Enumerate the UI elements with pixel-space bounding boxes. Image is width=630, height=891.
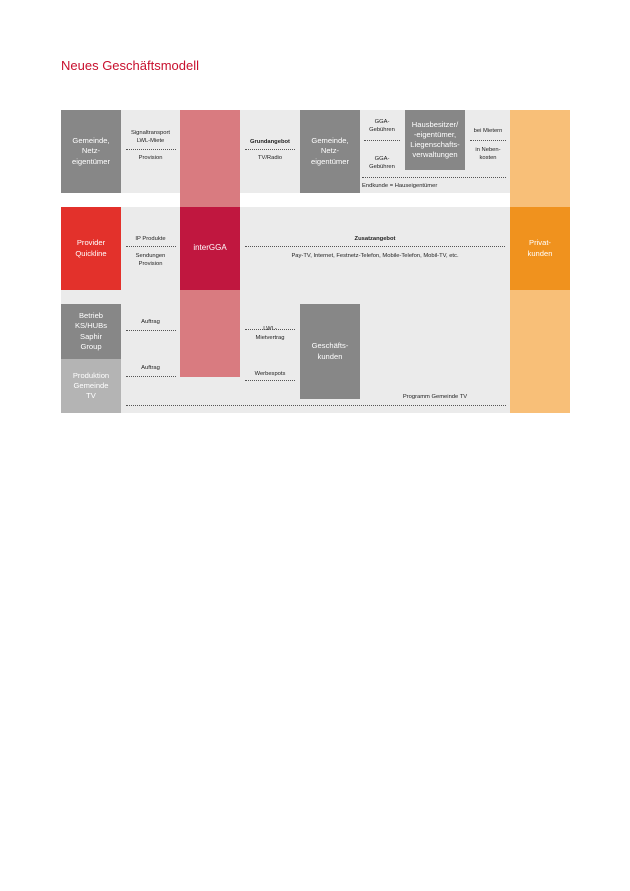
auftrag-1-label: Auftrag — [141, 319, 160, 325]
werbespots-line — [245, 380, 295, 381]
geschaeftskunden-label: Geschäfts- kunden — [311, 341, 349, 361]
produktion-label: Produktion Gemeinde TV — [72, 370, 110, 401]
sendungen-label: Sendungen Provision — [135, 253, 166, 268]
ip-produkte-line — [126, 246, 176, 247]
hausbesitzer-label: Hausbesitzer/ -eigentümer, Liegenschafts- verwaltungen — [410, 119, 460, 160]
grundangebot-label: Grundangebot — [250, 139, 290, 145]
endkunde-label: Endkunde = Hauseigentümer — [362, 183, 438, 189]
betrieb-box — [61, 304, 121, 359]
tv-radio-label: TV/Radio — [257, 155, 283, 161]
privatkunden-column-bottom — [510, 290, 570, 413]
programm-line — [126, 405, 506, 406]
grundangebot-line — [245, 149, 295, 150]
page-title: Neues Geschäftsmodell — [61, 58, 200, 73]
lwl-line — [245, 329, 295, 330]
zusatz-list-label: Pay-TV, Internet, Festnetz-Telefon, Mobile-Telefon, Mobil-TV, etc. — [291, 253, 459, 259]
auftrag-2-label: Auftrag — [141, 365, 160, 371]
privatkunden-box — [510, 207, 570, 290]
zusatzangebot-label: Zusatzangebot — [354, 236, 396, 242]
betrieb-label: Betrieb KS/HUBs Saphir Group — [74, 311, 108, 351]
gemeinde-right-label: Gemeinde, Netz- eigentümer — [311, 136, 349, 166]
mietern-line — [470, 140, 506, 141]
endkunde-line — [362, 177, 506, 178]
intergga-column-top — [180, 110, 240, 207]
row2-band — [61, 207, 570, 290]
privatkunden-column-top — [510, 110, 570, 207]
signaltransport-label: Signaltransport LWL-Miete — [131, 130, 170, 145]
provision-label: Provision — [138, 155, 163, 161]
intergga-column-bottom — [180, 290, 240, 377]
gemeinde-left-label: Gemeinde, Netz- eigentümer — [72, 136, 110, 166]
intergga-box — [180, 207, 240, 290]
auftrag-2-line — [126, 376, 176, 377]
gga-line — [364, 140, 400, 141]
intergga-label: interGGA — [193, 243, 227, 253]
gga-gebuehren-bottom-label: GGA- Gebühren — [369, 156, 395, 171]
ip-produkte-label: IP Produkte — [135, 236, 166, 242]
produktion-box — [61, 359, 121, 413]
gemeinde-left-box — [61, 110, 121, 193]
lwl-text: LWL- Mietvertrag — [255, 326, 285, 341]
auftrag-1-line — [126, 330, 176, 331]
zusatzangebot-line — [245, 246, 505, 247]
bei-mietern-label: bei Mietern — [473, 128, 503, 134]
hausbesitzer-box — [405, 110, 465, 170]
gga-gebuehren-top-label: GGA- Gebühren — [369, 119, 395, 134]
geschaeftskunden-box — [300, 304, 360, 399]
provider-box — [61, 207, 121, 290]
werbespots-label: Werbespots — [254, 371, 286, 377]
provider-label: Provider Quickline — [75, 238, 107, 258]
programm-label: Programm Gemeinde TV — [402, 394, 468, 400]
privatkunden-label: Privat- kunden — [527, 238, 553, 258]
gemeinde-right-box — [300, 110, 360, 193]
signaltransport-line — [126, 149, 176, 150]
nebenkosten-label: in Neben- kosten — [475, 147, 501, 162]
